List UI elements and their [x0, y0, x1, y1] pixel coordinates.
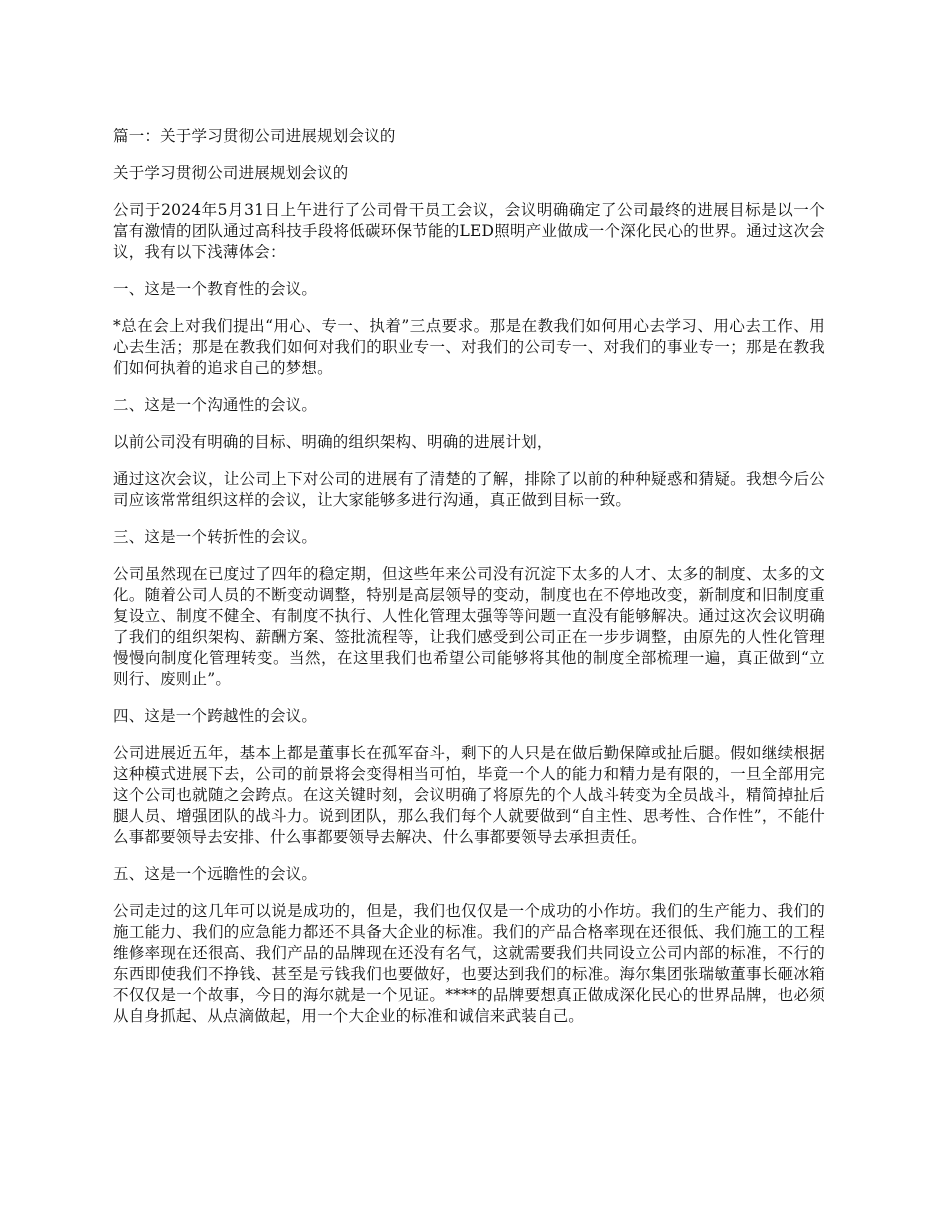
section-heading: 一、这是一个教育性的会议。	[113, 280, 318, 298]
document-title: 篇一：关于学习贯彻公司进展规划会议的	[113, 127, 396, 145]
section-heading: 三、这是一个转折性的会议。	[113, 528, 318, 546]
section-heading: 二、这是一个沟通性的会议。	[113, 396, 318, 414]
document-subtitle: 关于学习贯彻公司进展规划会议的	[113, 164, 349, 182]
body-paragraph: 通过这次会议，让公司上下对公司的进展有了清楚的了解，排除了以前的种种疑惑和猜疑。我想今后公司应该常常组织这样的会议，让大家能够多进行沟通，真正做到目标一致。	[113, 470, 825, 509]
body-paragraph: 以前公司没有明确的目标、明确的组织架构、明确的进展计划，	[113, 433, 553, 451]
section-heading: 四、这是一个跨越性的会议。	[113, 707, 318, 725]
body-paragraph: 公司走过的这几年可以说是成功的，但是，我们也仅仅是一个成功的小作坊。我们的生产能力、我们的施工能力、我们的应急能力都还不具备大企业的标准。我们的产品合格率现在还很低、我们施工的工程维修率现在还很高、我们产品的品牌现在还没有名气，这就需要我们共同设立公司内部的标准，不行的东西即使我们不挣钱、甚至是亏钱我们也要做好，也要达到我们的标准。海尔集团张瑞敏董事长砸冰箱不仅仅是一个故事，今日的海尔就是一个见证。****的品牌要想真正做成深化民心的世界品牌，也必须从自身抓起、从点滴做起，用一个大企业的标准和诚信来武装自己。	[113, 902, 825, 1025]
body-paragraph: *总在会上对我们提出“用心、专一、执着”三点要求。那是在教我们如何用心去学习、用心去工作、用心去生活；那是在教我们如何对我们的职业专一、对我们的公司专一、对我们的事业专一；那是在教我们如何执着的追求自己的梦想。	[113, 317, 825, 377]
document-page	[113, 126, 825, 1043]
body-paragraph: 公司虽然现在已度过了四年的稳定期，但这些年来公司没有沉淀下太多的人才、太多的制度、太多的文化。随着公司人员的不断变动调整，特别是高层领导的变动，制度也在不停地改变，新制度和旧制度重复设立、制度不健全、有制度不执行、人性化管理太强等等问题一直没有能够解决。通过这次会议明确了我们的组织架构、薪酬方案、签批流程等，让我们感受到公司正在一步步调整，由原先的人性化管理慢慢向制度化管理转变。当然，在这里我们也希望公司能够将其他的制度全部梳理一遍，真正做到“立则行、废则止”。	[113, 565, 825, 688]
body-paragraph: 公司进展近五年，基本上都是董事长在孤军奋斗，剩下的人只是在做后勤保障或扯后腿。假如继续根据这种模式进展下去，公司的前景将会变得相当可怕，毕竟一个人的能力和精力是有限的，一旦全部用完这个公司也就随之会跨点。在这关键时刻，会议明确了将原先的个人战斗转变为全员战斗，精简掉扯后腿人员、增强团队的战斗力。说到团队，那么我们每个人就要做到“自主性、思考性、合作性”，不能什么事都要领导去安排、什么事都要领导去解决、什么事都要领导去承担责任。	[113, 744, 825, 846]
body-paragraph: 公司于2024年5月31日上午进行了公司骨干员工会议，会议明确确定了公司最终的进展目标是以一个富有激情的团队通过高科技手段将低碳环保节能的LED照明产业做成一个深化民心的世界。通过这次会议，我有以下浅薄体会：	[113, 201, 825, 261]
section-heading: 五、这是一个远瞻性的会议。	[113, 865, 318, 883]
